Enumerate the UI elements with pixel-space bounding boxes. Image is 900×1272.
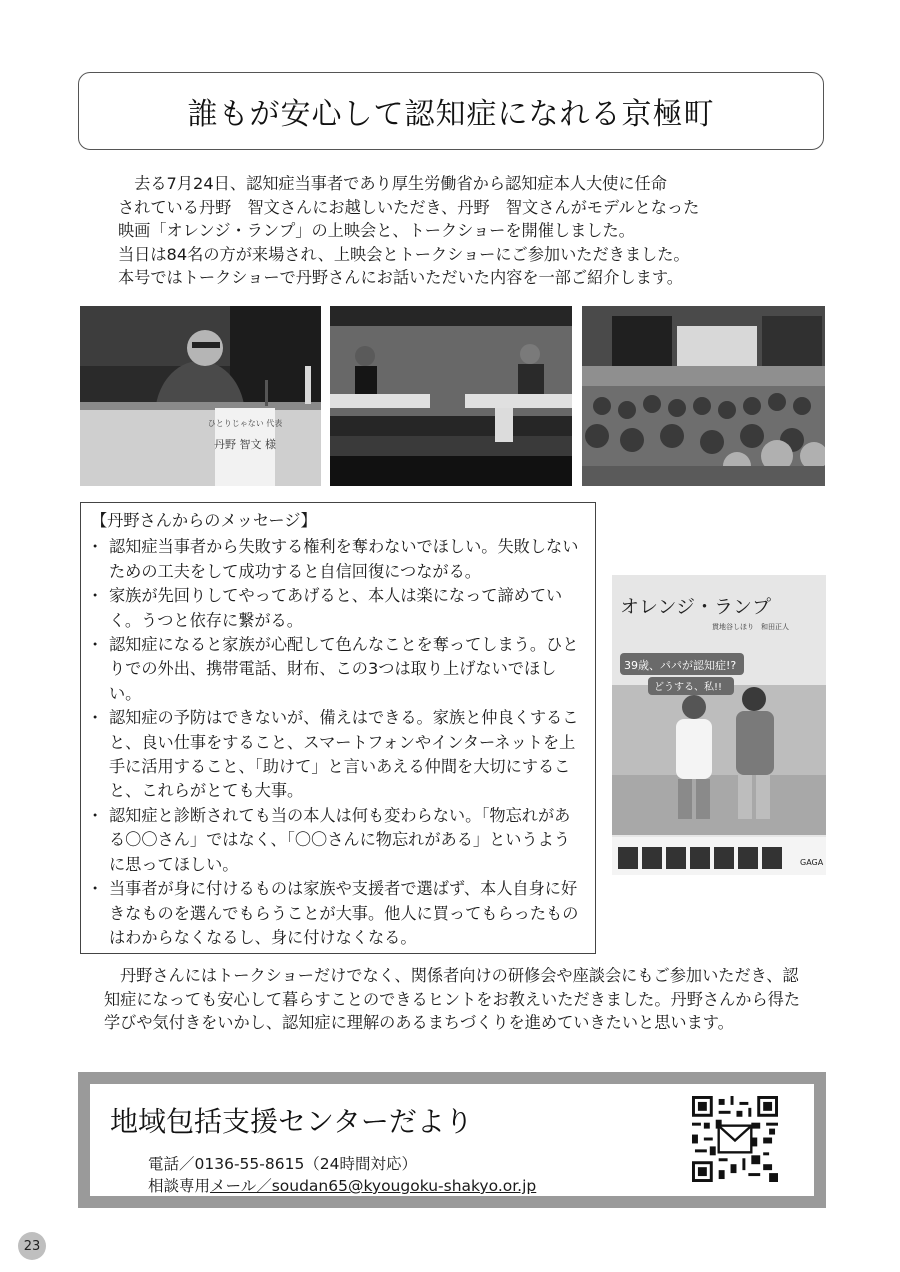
message-item: ・ 認知症になると家族が心配して色んなことを奪ってしまう。ひとりでの外出、携帯電話、財布、この3つは取り上げないでほしい。 (91, 633, 585, 706)
message-list (91, 535, 585, 950)
mail-prefix: 相談専用 (148, 1177, 211, 1195)
poster-cast: 貫地谷しほり 和田正人 (712, 623, 789, 631)
name-card-small: ひとりじゃない 代表 (207, 419, 283, 428)
page-number: 23 (23, 1238, 41, 1254)
intro-line: されている丹野 智文さんにお越しいただき、丹野 智文さんがモデルとなった (118, 197, 700, 217)
footer-panel (90, 1084, 814, 1196)
message-item: ・ 認知症当事者から失敗する権利を奪わないでほしい。失敗しないための工夫をして成功すると自信回復につながる。 (91, 535, 585, 584)
page-number-badge (18, 1232, 46, 1260)
footer-frame (78, 1072, 826, 1208)
photo-speaker (80, 306, 321, 486)
photo-audience (582, 306, 825, 486)
intro-text (118, 172, 798, 290)
name-card-text: 丹野 智文 様 (214, 438, 276, 451)
title-box (78, 72, 824, 150)
photo-stage (330, 306, 572, 486)
message-box (80, 502, 596, 954)
message-item: ・ 認知症と診断されても当の本人は何も変わらない。「物忘れがある〇〇さん」ではなく、「〇〇さんに物忘れがある」というように思ってほしい。 (91, 804, 585, 877)
footer-title: 地域包括支援センターだより (110, 1105, 473, 1138)
intro-line: 本号ではトークショーで丹野さんにお話いただいた内容を一部ご紹介します。 (118, 268, 683, 287)
mail-link[interactable]: メール／soudan65@kyougoku-shakyo.or.jp (210, 1177, 537, 1195)
footer-phone: 電話／0136-55-8615（24時間対応） (148, 1155, 418, 1173)
qr-code-icon[interactable] (692, 1096, 778, 1182)
footer-mail-line (148, 1174, 536, 1196)
poster-title: オレンジ・ランプ (620, 596, 772, 618)
movie-poster (612, 575, 826, 875)
message-item: ・ 当事者が身に付けるものは家族や支援者で選ばず、本人自身に好きなものを選んでもらうことが大事。他人に買ってもらったものはわからなくなるし、身に付けなくなる。 (91, 877, 585, 950)
message-item: ・ 家族が先回りしてやってあげると、本人は楽になって諦めていく。うつと依存に繋がる。 (91, 584, 585, 633)
intro-line: 映画「オレンジ・ランプ」の上映会と、トークショーを開催しました。 (118, 221, 635, 240)
message-item: ・ 認知症の予防はできないが、備えはできる。家族と仲良くすること、良い仕事をすること、スマートフォンやインターネットを上手に活用すること、「助けて」と言いあえる仲間を大切にすること、これらがとても大事。 (91, 706, 585, 804)
intro-line: 去る7月24日、認知症当事者であり厚生労働省から認知症本人大使に任命 (118, 174, 667, 193)
poster-logo: GAGA (800, 858, 824, 867)
message-heading: 【丹野さんからのメッセージ】 (91, 511, 317, 530)
page-title: 誰もが安心して認知症になれる京極町 (187, 97, 715, 132)
poster-tagline-2: どうする、私!! (654, 682, 723, 693)
poster-tagline-1: 39歳、パパが認知症!? (624, 659, 737, 672)
closing-text (104, 964, 804, 1035)
intro-line: 当日は84名の方が来場され、上映会とトークショーにご参加いただきました。 (118, 244, 690, 264)
closing-paragraph: 丹野さんにはトークショーだけでなく、関係者向けの研修会や座談会にもご参加いただき、認知症になっても安心して暮らすことのできるヒントをお教えいただきました。丹野さんから得た学びや気付きをいかし、認知症に理解のあるまちづくりを進めていきたいと思います。 (104, 966, 801, 1032)
